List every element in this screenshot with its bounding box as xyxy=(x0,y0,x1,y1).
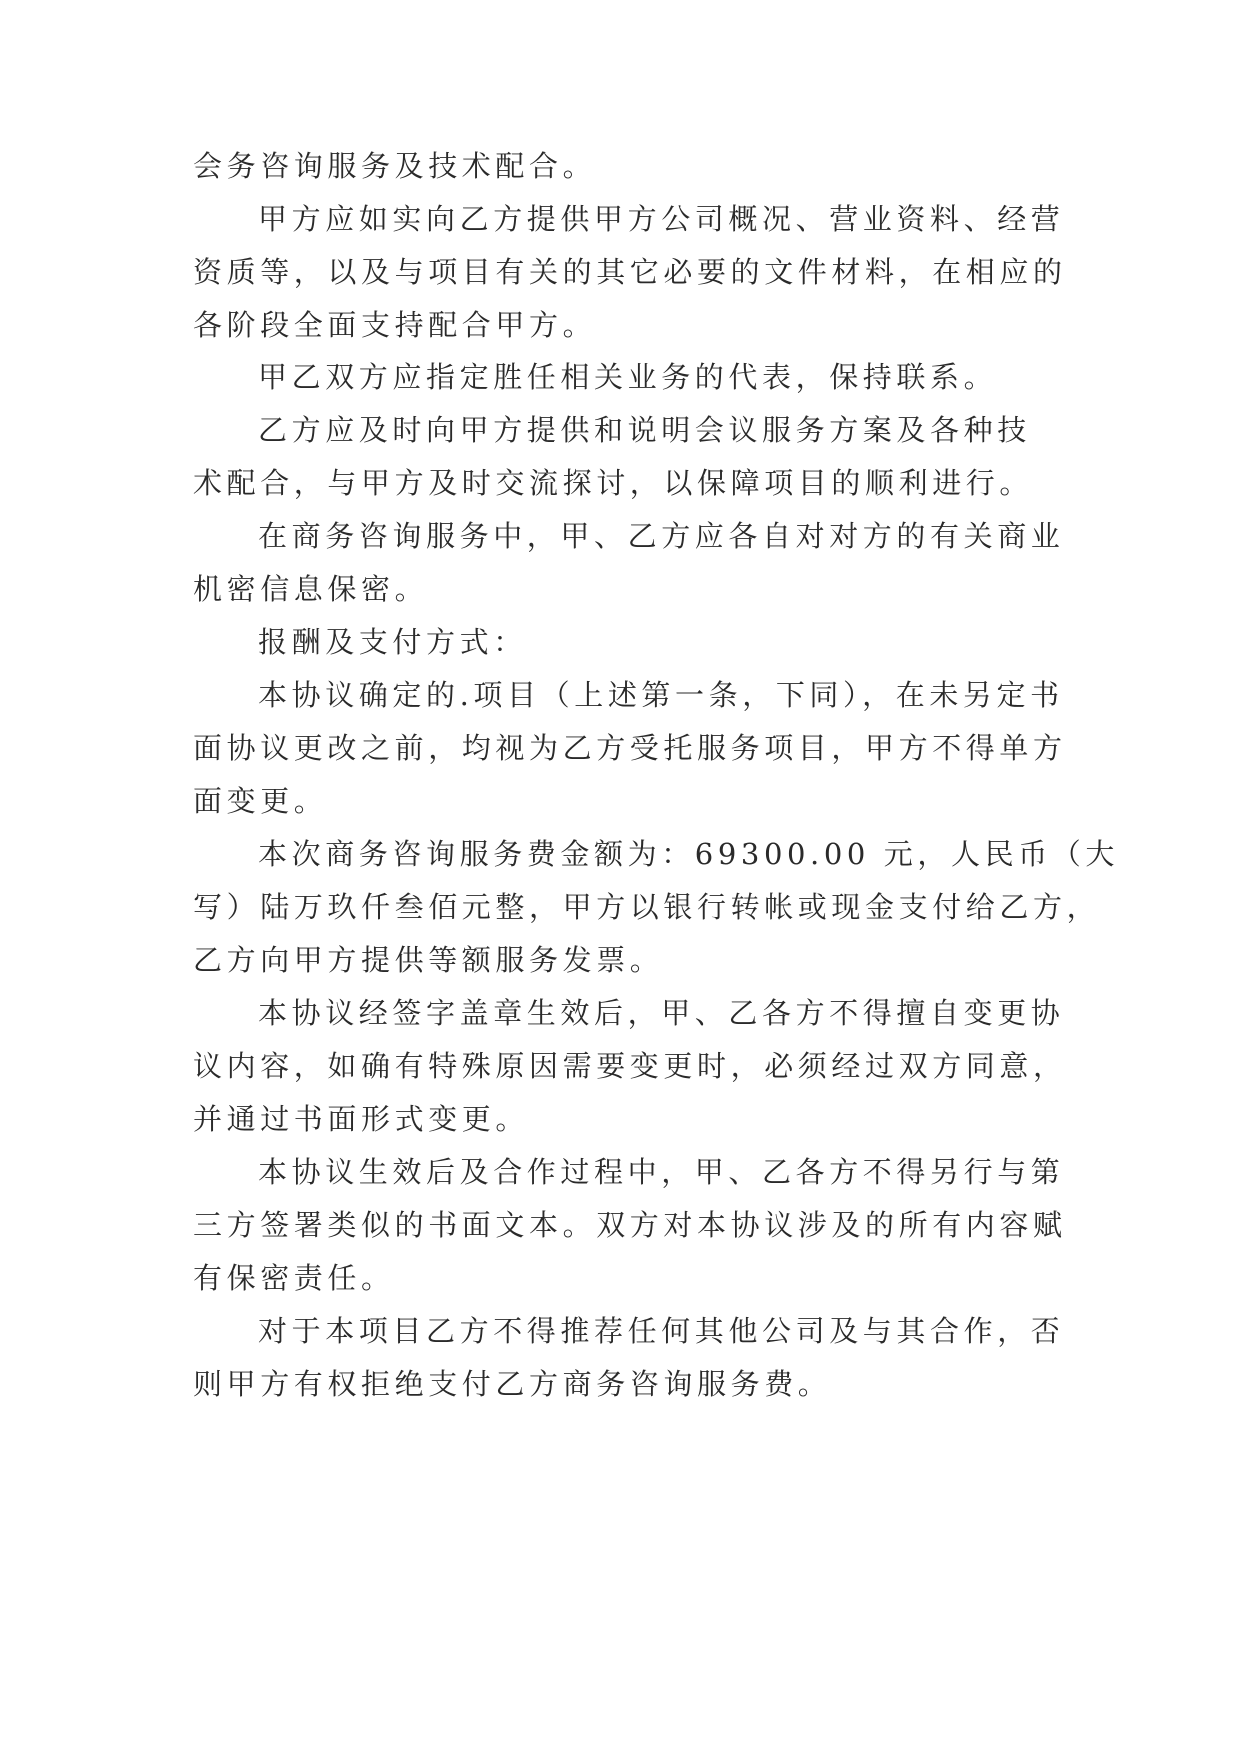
text-line: 则甲方有权拒绝支付乙方商务咨询服务费。 xyxy=(193,1367,832,1401)
paragraph-first-line: 本协议经签字盖章生效后，甲、乙各方不得擅自变更协 xyxy=(258,996,1065,1030)
text-line: 面变更。 xyxy=(193,784,328,818)
text-line: 资质等，以及与项目有关的其它必要的文件材料，在相应的 xyxy=(193,255,1067,289)
text-line: 面协议更改之前，均视为乙方受托服务项目，甲方不得单方 xyxy=(193,731,1067,765)
text-line: 会务咨询服务及技术配合。 xyxy=(193,149,597,183)
paragraph-first-line: 本协议生效后及合作过程中，甲、乙各方不得另行与第 xyxy=(258,1155,1065,1189)
text-line: 乙方向甲方提供等额服务发票。 xyxy=(193,943,664,977)
text-line: 写）陆万玖仟叁佰元整，甲方以银行转帐或现金支付给乙方， xyxy=(193,890,1101,924)
paragraph-first-line: 对于本项目乙方不得推荐任何其他公司及与其合作，否 xyxy=(258,1314,1065,1348)
text-line: 并通过书面形式变更。 xyxy=(193,1102,530,1136)
text-line: 三方签署类似的书面文本。双方对本协议涉及的所有内容赋 xyxy=(193,1208,1067,1242)
paragraph-first-line: 在商务咨询服务中，甲、乙方应各自对对方的有关商业 xyxy=(258,519,1065,553)
paragraph-first-line: 本次商务咨询服务费金额为：69300.00 元，人民币（大 xyxy=(258,837,1119,871)
text-line: 机密信息保密。 xyxy=(193,572,429,606)
paragraph-first-line: 甲乙双方应指定胜任相关业务的代表，保持联系。 xyxy=(258,360,998,394)
paragraph-first-line: 乙方应及时向甲方提供和说明会议服务方案及各种技 xyxy=(258,413,1031,447)
text-line: 议内容，如确有特殊原因需要变更时，必须经过双方同意， xyxy=(193,1049,1067,1083)
section-heading: 报酬及支付方式： xyxy=(258,625,527,659)
text-line: 各阶段全面支持配合甲方。 xyxy=(193,308,597,342)
text-line: 有保密责任。 xyxy=(193,1261,395,1295)
paragraph-first-line: 甲方应如实向乙方提供甲方公司概况、营业资料、经营 xyxy=(258,202,1065,236)
text-line: 术配合，与甲方及时交流探讨，以保障项目的顺利进行。 xyxy=(193,466,1034,500)
paragraph-first-line: 本协议确定的.项目（上述第一条，下同），在未另定书 xyxy=(258,678,1064,712)
